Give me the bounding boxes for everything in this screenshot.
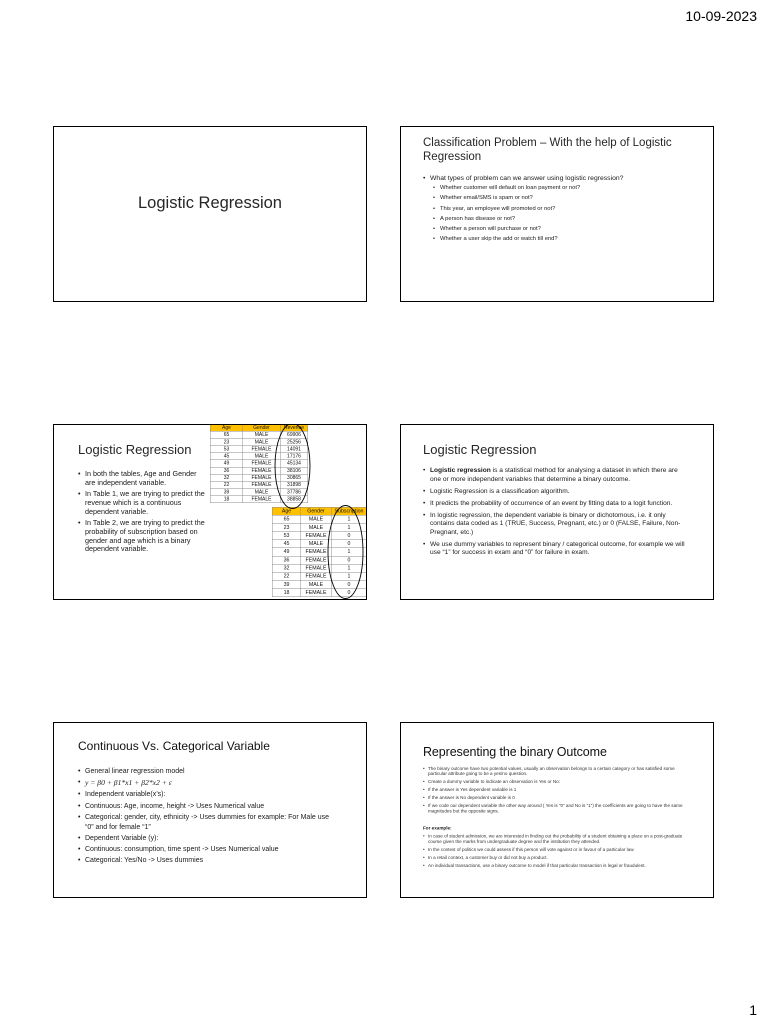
table-row	[272, 524, 367, 532]
bullet-item: • Continuous: Age, income, height -> Uses Numerical value	[78, 802, 336, 812]
table-cell: FEMALE	[301, 532, 332, 540]
table-cell: 25256	[280, 439, 308, 446]
table-header-cell: Age	[210, 424, 243, 431]
table-header-cell: Age	[272, 507, 301, 515]
bullet-item: • If we code our dependent variable the other way around ( Yes is “0” and No is “1”) the coefficients are going to have the same magnitudes but the opposite signs.	[423, 803, 693, 813]
table-row	[210, 489, 308, 496]
bullet-item: • We use dummy variables to represent binary / categorical outcome, for example we will use “1” for success in exam and “0” for failure in exam.	[423, 541, 687, 558]
table-cell: FEMALE	[243, 467, 281, 474]
table-cell: 1	[331, 524, 367, 532]
bullet-item: • Dependent Variable (y):	[78, 834, 336, 844]
table-cell: 65	[210, 431, 243, 438]
table-cell: 49	[210, 460, 243, 467]
table-cell: 1	[331, 564, 367, 572]
table-cell: 38106	[280, 467, 308, 474]
table-cell: FEMALE	[301, 589, 332, 597]
table-cell: 23	[210, 439, 243, 446]
slide-2	[400, 126, 714, 302]
sub-bullet-item: • Whether email/SMS is spam or not?	[433, 193, 703, 203]
table-cell: 38858	[280, 496, 308, 503]
table-cell: MALE	[243, 439, 281, 446]
table-cell: 36	[272, 556, 301, 564]
table-row	[272, 581, 367, 589]
table-cell: 1	[331, 548, 367, 556]
table-cell: 39	[272, 581, 301, 589]
table-cell: 0	[331, 540, 367, 548]
table-row	[272, 532, 367, 540]
bullet-item: • Independent variable(x’s):	[78, 790, 336, 800]
table-cell: 30865	[280, 474, 308, 481]
bullet-item: • If the answer is No dependent variable is 0	[423, 795, 693, 800]
table-cell: 36	[210, 467, 243, 474]
table-row	[272, 589, 367, 597]
table-row	[210, 481, 308, 488]
bullet-item: • It predicts the probability of occurrence of an event by fitting data to a logit function.	[423, 500, 687, 509]
table-row	[272, 564, 367, 572]
slide-4	[400, 424, 714, 600]
table-cell: 45	[210, 453, 243, 460]
slide-title: Logistic Regression	[78, 442, 192, 457]
table-cell: MALE	[301, 515, 332, 523]
table-cell: MALE	[301, 581, 332, 589]
table-cell: MALE	[243, 431, 281, 438]
bullet-item: • In a retail context, a customer buy or did not buy a product.	[423, 855, 693, 860]
table-cell: 45134	[280, 460, 308, 467]
table-cell: 0	[331, 556, 367, 564]
bullet-list	[78, 767, 336, 867]
table-cell: FEMALE	[243, 481, 281, 488]
bullet-item: • In both the tables, Age and Gender are independent variable.	[78, 470, 208, 488]
table-cell: 18	[272, 589, 301, 597]
table-cell: 0	[331, 532, 367, 540]
bullet-item: • If the answer is Yes dependent variable is 1	[423, 787, 693, 792]
bullet-item: • In Table 1, we are trying to predict the revenue which is a continuous dependent variable.	[78, 490, 208, 516]
revenue-table	[210, 424, 308, 503]
example-list	[423, 834, 693, 868]
table-cell: 53	[272, 532, 301, 540]
table-cell: MALE	[301, 524, 332, 532]
table-row	[272, 515, 367, 523]
table-cell: 39	[210, 489, 243, 496]
bullet-list	[423, 766, 693, 814]
table-cell: MALE	[243, 489, 281, 496]
table-header-cell: Gender	[243, 424, 281, 431]
table-row	[210, 431, 308, 438]
bullet-list	[78, 470, 208, 557]
table-row	[210, 467, 308, 474]
table-row	[272, 548, 367, 556]
bullet-item: • Logistic Regression is a classification algorithm.	[423, 488, 687, 497]
sub-bullet-item: • Whether customer will default on loan payment or not?	[433, 183, 703, 193]
table-cell: 23	[272, 524, 301, 532]
table-cell: 45	[272, 540, 301, 548]
table-row	[210, 439, 308, 446]
table-header-cell: Gender	[301, 507, 332, 515]
table-cell: 17176	[280, 453, 308, 460]
bullet-item: • Categorical: gender, city, ethnicity -> Uses dummies for example: For Male use “0” and for female “1”	[78, 813, 336, 833]
slide-title: Logistic Regression	[423, 442, 537, 457]
table-cell: 1	[331, 572, 367, 580]
table-cell: FEMALE	[301, 572, 332, 580]
regression-formula: y = β0 + β1*x1 + β2*x2 + ε	[85, 778, 172, 788]
table-cell: 49	[272, 548, 301, 556]
table-cell: FEMALE	[301, 556, 332, 564]
sub-bullet-item: • Whether a user skip the add or watch till end?	[433, 234, 703, 244]
sub-bullet-item: • This year, an employee will promoted or not?	[433, 204, 703, 214]
bullet-item: • Categorical: Yes/No -> Uses dummies	[78, 856, 336, 866]
bullet-item: • The binary outcome have two potential values, usually an observation belongs to a certain category or has satisfied some particular attribute going to be a yes/no question.	[423, 766, 693, 776]
sub-bullet-item: • A person has disease or not?	[433, 214, 703, 224]
table-header-row	[272, 507, 367, 515]
table-cell: 14091	[280, 446, 308, 453]
bullet-item: • Create a dummy variable to indicate an observation is Yes or No:	[423, 779, 693, 784]
bold-term: Logistic regression	[430, 467, 491, 474]
table-row	[210, 453, 308, 460]
table-cell: FEMALE	[243, 460, 281, 467]
table-row	[210, 496, 308, 503]
slide-5	[53, 722, 367, 898]
table-cell: 31898	[280, 481, 308, 488]
slide-title: Continuous Vs. Categorical Variable	[78, 739, 270, 753]
table-cell: MALE	[301, 540, 332, 548]
bullet-item: • In logistic regression, the dependent variable is binary or dichotomous, i.e. it only contains data coded as 1 (TRUE, Success, Pregnant, etc.) or 0 (FALSE, Failure, Non-Pregnant, etc.)	[423, 512, 687, 538]
table-cell: FEMALE	[243, 474, 281, 481]
bullet-text: is a statistical method for analysing a dataset in which there are one or more independent variables that determine a binary outcome.	[430, 467, 678, 483]
slide-title: Logistic Regression	[138, 194, 282, 212]
table-header-row	[210, 424, 308, 431]
table-cell: FEMALE	[301, 548, 332, 556]
bullet-item: • General linear regression model	[78, 767, 336, 777]
table-cell: FEMALE	[243, 496, 281, 503]
table-row	[272, 556, 367, 564]
example-label: For example:	[423, 825, 452, 831]
table-cell: 32	[210, 474, 243, 481]
table-row	[210, 460, 308, 467]
bullet-item: • What types of problem can we answer using logistic regression?	[423, 174, 703, 183]
slide-title: Representing the binary Outcome	[423, 745, 607, 759]
table-cell: 53	[210, 446, 243, 453]
table-row	[210, 446, 308, 453]
sub-bullet-list	[433, 183, 703, 245]
table-row	[272, 572, 367, 580]
bullet-list	[423, 467, 687, 561]
table-cell: MALE	[243, 453, 281, 460]
page-number: 1	[749, 1002, 757, 1018]
table-cell: 37786	[280, 489, 308, 496]
table-cell: 22	[272, 572, 301, 580]
table-header-cell: Revenue	[280, 424, 308, 431]
subscription-table	[272, 507, 367, 597]
bullet-item	[78, 778, 336, 789]
bullet-item: • Continuous: consumption, time spent -> Uses Numerical value	[78, 845, 336, 855]
slide-3	[53, 424, 367, 600]
bullet-item: • In case of student admission, we are interested in finding out the probability of a student obtaining a place on a post-graduate course given the marks from undergraduate degree and the institution they attended.	[423, 834, 693, 844]
table-cell: 22	[210, 481, 243, 488]
table-cell: 32	[272, 564, 301, 572]
slide-6	[400, 722, 714, 898]
table-cell: 0	[331, 589, 367, 597]
bullet-item	[423, 467, 687, 484]
table-cell: 0	[331, 581, 367, 589]
table-cell: 1	[331, 515, 367, 523]
bullet-item: • In Table 2, we are trying to predict the probability of subscription based on gender and age which is a binary dependent variable.	[78, 519, 208, 554]
page-date: 10-09-2023	[685, 8, 757, 24]
table-cell: 65	[272, 515, 301, 523]
bullet-item: • An individual transactions, use a binary outcome to model if that particular transaction is legal or fraudulent.	[423, 863, 693, 868]
slide-body	[423, 766, 693, 871]
table-cell: 69906	[280, 431, 308, 438]
table-cell: FEMALE	[301, 564, 332, 572]
slide-1	[53, 126, 367, 302]
table-row	[210, 474, 308, 481]
slide-title: Classification Problem – With the help of Logistic Regression	[423, 137, 672, 163]
table-cell: 18	[210, 496, 243, 503]
table-cell: FEMALE	[243, 446, 281, 453]
table-header-cell: Subscription	[331, 507, 367, 515]
bullet-item: • In the context of politics we could assess if this person will vote against or in favour of a particular law.	[423, 847, 693, 852]
table-row	[272, 540, 367, 548]
sub-bullet-item: • Whether a person will purchase or not?	[433, 224, 703, 234]
bullet-list	[423, 174, 703, 183]
